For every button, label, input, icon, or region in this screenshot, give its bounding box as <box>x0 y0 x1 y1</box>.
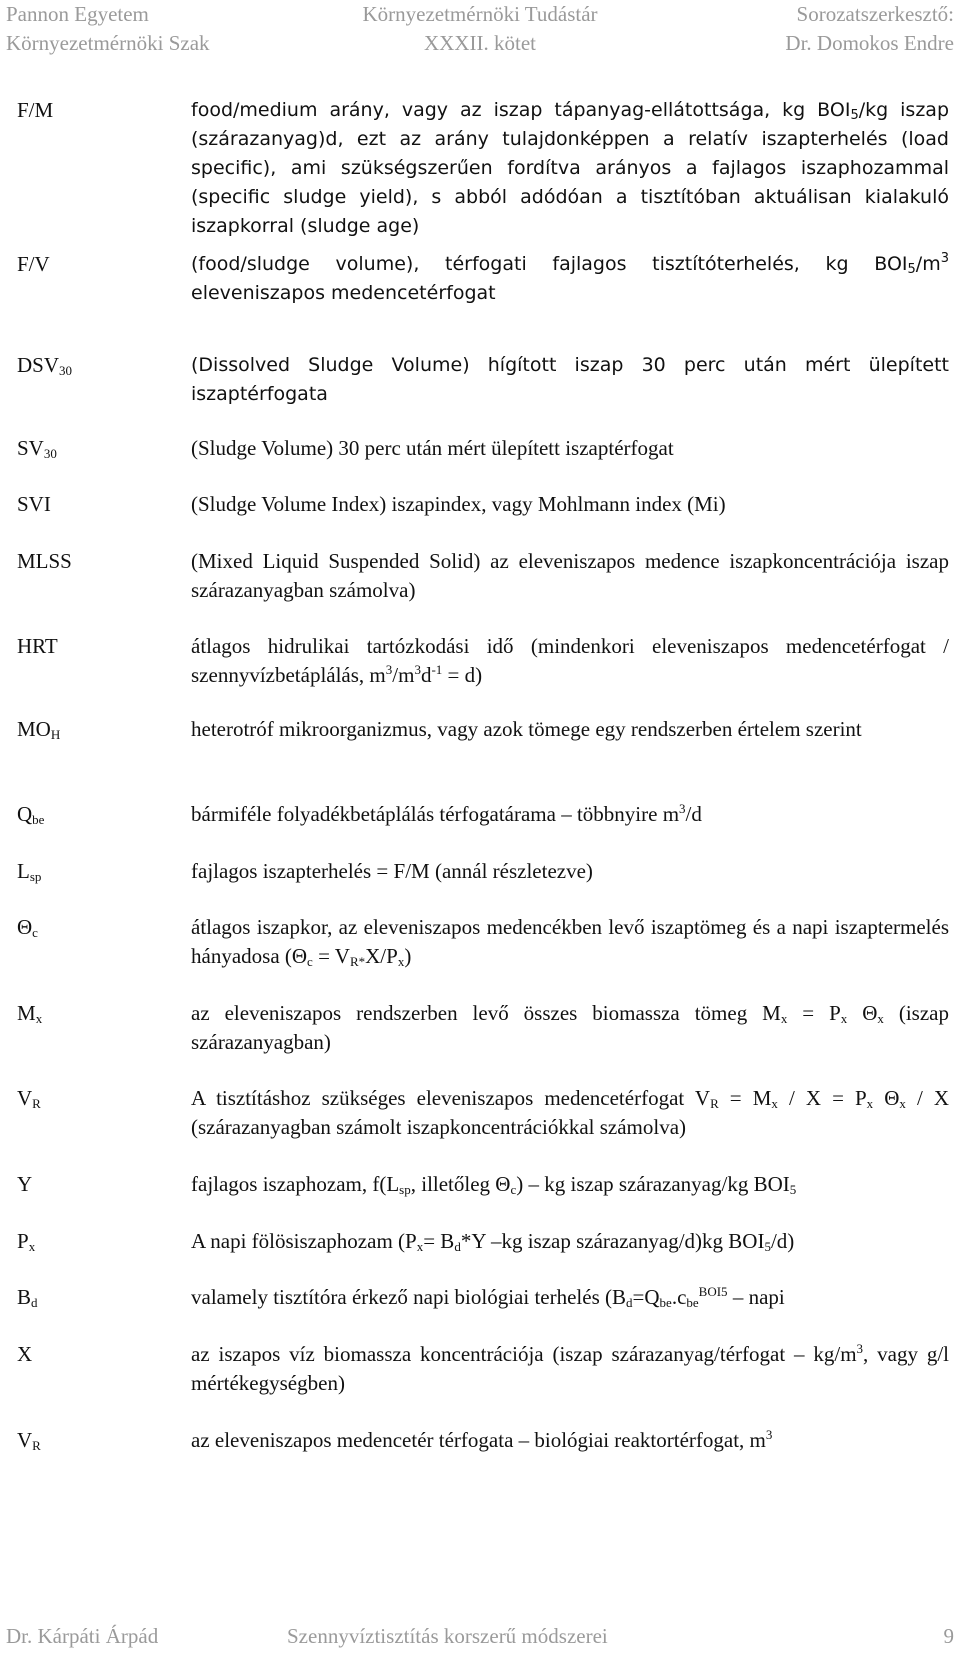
glossary-term: F/V <box>17 252 50 276</box>
glossary-definition: fajlagos iszaphozam, $f(L_{sp}$, illetőleg $\Theta_c$) – kg iszap szárazanyag/kg $BOI_5$ <box>191 1172 797 1197</box>
glossary-term: $SV_{30}$ <box>17 436 57 461</box>
glossary-term: $V_R$ <box>17 1428 41 1453</box>
page-header <box>0 0 960 58</box>
glossary-term: $Q_{be}$ <box>17 802 45 827</box>
header-right <box>785 0 954 58</box>
header-editor-label: Sorozatszerkesztő: <box>796 2 954 26</box>
header-program: Környezetmérnöki Szak <box>6 31 210 55</box>
glossary-definition: A tisztításhoz szükséges eleveniszapos medencetérfogat $V_R = M_x / X = P_x$ $\Theta_x$ / X (szárazanyagban számolt iszapkoncentrációkkal számolva) <box>191 1086 950 1139</box>
page-number: 9 <box>943 1624 954 1648</box>
glossary-term: $V_R$ <box>17 1086 41 1111</box>
glossary-term: $DSV_{30}$ <box>17 353 73 378</box>
glossary-definition: átlagos hidrulikai tartózkodási idő (mindenkori eleveniszapos medencetérfogat / szennyvízbetáplálás, $m^3/m^3d^{-1} = d$) <box>191 634 949 687</box>
glossary-term: MLSS <box>17 549 72 573</box>
footer-author: Dr. Kárpáti Árpád <box>6 1624 159 1648</box>
glossary-definition: bármiféle folyadékbetáplálás térfogatárama – többnyire $m^3/d$ <box>191 801 702 826</box>
glossary-definition: heterotróf mikroorganizmus, vagy azok tömege egy rendszerben értelem szerint <box>191 717 862 741</box>
glossary-definition: (Mixed Liquid Suspended Solid) az eleveniszapos medence iszapkoncentrációja iszap szárazanyagban számolva) <box>191 549 949 602</box>
footer-book-title: Szennyvíztisztítás korszerű módszerei <box>287 1624 608 1648</box>
glossary-definition: az eleveniszapos medencetér térfogata – biológiai reaktortérfogat, $m^3$ <box>191 1427 773 1452</box>
glossary-term: X <box>17 1342 33 1366</box>
header-university: Pannon Egyetem <box>6 2 149 26</box>
glossary-term: F/M <box>17 98 54 122</box>
glossary-term: HRT <box>17 634 58 658</box>
glossary-definition: valamely tisztítóra érkező napi biológiai terhelés ($B_d=Q_{be}.c_{be}^{BOI5}$ – napi <box>191 1284 785 1310</box>
glossary-term: $MO_H$ <box>17 717 61 742</box>
glossary-term: SVI <box>17 492 51 516</box>
glossary-definition: food/medium arány, vagy az iszap tápanyag-ellátottsága, kg $BOI_5/kg$ iszap (szárazanyag)d, ezt az arány tulajdonképpen a relatív iszapterhelés (load specific), ami szükségszerűen fordítva arányos a fajlagos iszaphozammal (specific sludge yield), s abból adódóan a tisztítóban aktuálisan kialakuló iszapkorral (sludge age) <box>191 99 950 237</box>
glossary-definition: átlagos iszapkor, az eleveniszapos medencékben levő iszaptömeg és a napi iszaptermelés hányadosa $(\Theta_c = V_{R*}X/P_x)$ <box>191 915 949 969</box>
glossary-definition: (Sludge Volume Index) iszapindex, vagy Mohlmann index (Mi) <box>191 492 726 516</box>
glossary-definition: fajlagos iszapterhelés = F/M (annál részletezve) <box>191 859 593 883</box>
glossary-definition: az iszapos víz biomassza koncentrációja (iszap szárazanyag/térfogat – $kg/m^3$, vagy g/l mértékegységben) <box>191 1341 949 1395</box>
page-footer <box>0 1622 960 1652</box>
glossary-term: $L_{sp}$ <box>17 859 42 884</box>
glossary-definition: A napi fölösiszaphozam ($P_x= B_d*Y$ –kg iszap szárazanyag/d)kg $BOI_5/d$) <box>191 1229 795 1254</box>
header-series-title: Környezetmérnöki Tudástár <box>362 2 598 26</box>
glossary-term: Y <box>17 1172 33 1196</box>
glossary-term: $\Theta_c$ <box>17 915 38 940</box>
glossary-definition: (Dissolved Sludge Volume) hígított iszap 30 perc után mért ülepített iszaptérfogata <box>191 354 949 405</box>
glossary-definition: (Sludge Volume) 30 perc után mért ülepített iszaptérfogat <box>191 436 674 460</box>
header-editor-name: Dr. Domokos Endre <box>785 31 954 55</box>
header-volume: XXXII. kötet <box>424 31 536 55</box>
glossary-definition: az eleveniszapos rendszerben levő összes biomassza tömeg $M_x = P_x$ $\Theta_x$ (iszap szárazanyagban) <box>191 1001 949 1054</box>
glossary-term: $B_d$ <box>17 1285 38 1310</box>
glossary-term: $P_x$ <box>17 1229 36 1254</box>
glossary-definition: (food/sludge volume), térfogati fajlagos tisztítóterhelés, kg $BOI_5/m^3$ eleveniszapos medencetérfogat <box>191 251 949 304</box>
glossary-term: $M_x$ <box>17 1001 43 1026</box>
